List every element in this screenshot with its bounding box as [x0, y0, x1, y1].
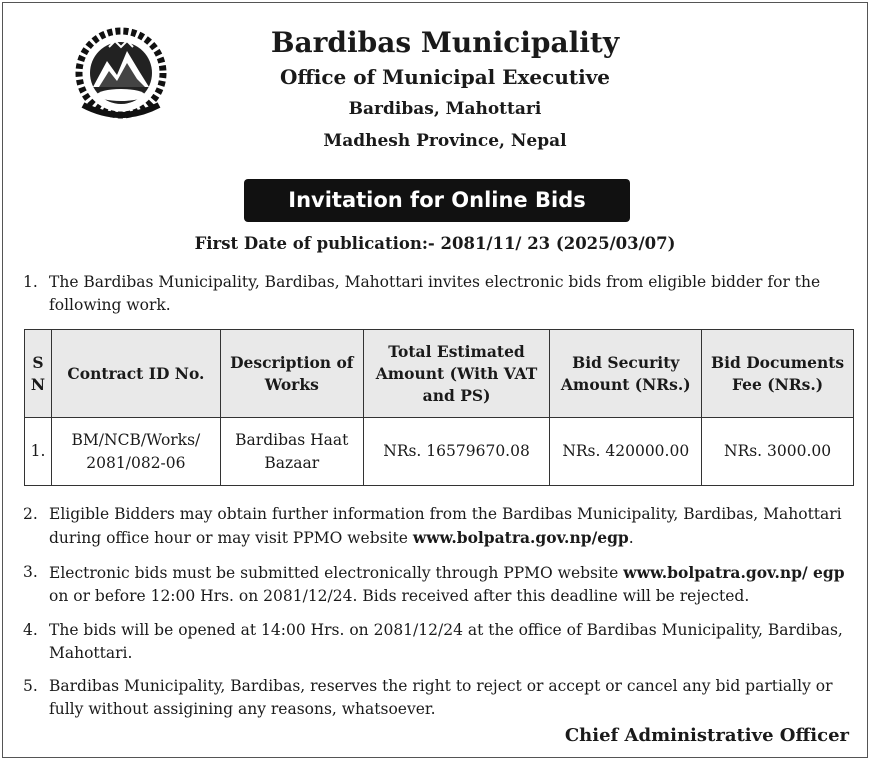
ppmo-website-link[interactable]: www.bolpatra.gov.np/ egp: [623, 563, 845, 582]
paragraph-number: 2.: [23, 505, 38, 523]
publication-date: First Date of publication:- 2081/11/ 23 (2025/03/07): [194, 234, 676, 253]
signatory-title: Chief Administrative Officer: [564, 725, 849, 746]
header-contract-id: Contract ID No.: [51, 330, 220, 418]
bids-table: [24, 329, 854, 486]
paragraph-4: [23, 619, 853, 665]
notice-title-banner: Invitation for Online Bids: [244, 179, 630, 222]
paragraph-body: Eligible Bidders may obtain further information from the Bardibas Municipality, Bardibas, Mahottari during office hour or may visit PPMO website: [49, 505, 842, 547]
cell-contract-id: BM/NCB/Works/ 2081/082-06: [51, 418, 220, 486]
notice-header: [3, 25, 867, 157]
table-row: [25, 418, 854, 486]
header-estimate: Total Estimated Amount (With VAT and PS): [363, 330, 550, 418]
header-security: Bid Security Amount (NRs.): [550, 330, 702, 418]
address-line-1: Bardibas, Mahottari: [348, 99, 542, 119]
paragraph-number: 5.: [23, 677, 38, 695]
paragraph-number: 4.: [23, 621, 38, 639]
paragraph-1: [23, 271, 853, 317]
cell-estimate: NRs. 16579670.08: [363, 418, 550, 486]
header-fee: Bid Documents Fee (NRs.): [702, 330, 854, 418]
paragraph-5: [23, 675, 853, 721]
paragraph-number: 1.: [23, 273, 38, 291]
bid-notice-page: [2, 2, 868, 758]
org-name: Bardibas Municipality: [270, 26, 620, 59]
paragraph-text: The Bardibas Municipality, Bardibas, Mahottari invites electronic bids from eligible bidder for the following work.: [49, 273, 821, 314]
paragraph-text: [49, 561, 853, 608]
paragraph-text: Bardibas Municipality, Bardibas, reserves the right to reject or accept or cancel any bid partially or fully without assigining any reasons, whatsoever.: [49, 677, 833, 718]
address-line-2: Madhesh Province, Nepal: [323, 131, 567, 151]
cell-security: NRs. 420000.00: [550, 418, 702, 486]
paragraph-text: [49, 503, 853, 550]
header-sn: S N: [25, 330, 52, 418]
cell-description: Bardibas Haat Bazaar: [220, 418, 363, 486]
header-description: Description of Works: [220, 330, 363, 418]
paragraph-body: Electronic bids must be submitted electronically through PPMO website: [49, 564, 624, 582]
paragraph-number: 3.: [23, 563, 38, 581]
table-header-row: [25, 330, 854, 418]
paragraph-text: The bids will be opened at 14:00 Hrs. on 2081/12/24 at the office of Bardibas Municipality, Bardibas, Mahottari.: [49, 621, 843, 662]
paragraph-3: [23, 561, 853, 608]
paragraph-2: [23, 503, 853, 550]
office-name: Office of Municipal Executive: [279, 65, 611, 89]
paragraph-tail: on or before 12:00 Hrs. on 2081/12/24. Bids received after this deadline will be rejected.: [49, 587, 750, 605]
cell-fee: NRs. 3000.00: [702, 418, 854, 486]
ppmo-website-link[interactable]: www.bolpatra.gov.np/egp: [412, 528, 629, 547]
paragraph-tail: .: [628, 529, 634, 547]
cell-sn: 1.: [25, 418, 52, 486]
